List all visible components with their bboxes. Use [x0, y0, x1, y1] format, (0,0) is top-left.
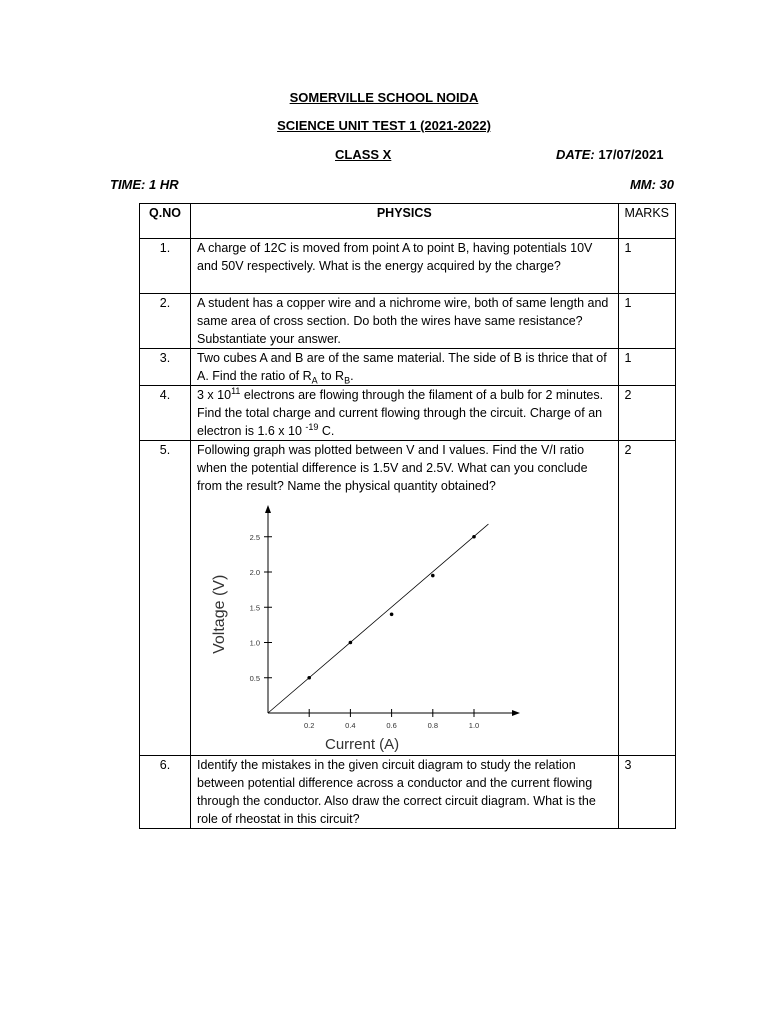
text-part: . — [350, 369, 354, 383]
question-text — [191, 349, 619, 386]
y-tick-label: 0.5 — [249, 673, 260, 683]
question-text: Identify the mistakes in the given circuit diagram to study the relation between potential difference across a conductor and the current flowing through the conductor. Also draw the correct circuit diagram. What is the role of rheostat in this circuit? — [191, 756, 619, 829]
question-number: 1. — [140, 239, 191, 294]
superscript: 11 — [231, 385, 241, 396]
fit-line — [268, 524, 488, 713]
data-point — [431, 574, 435, 578]
subscript: A — [311, 375, 318, 386]
table-row — [140, 756, 676, 829]
x-tick-label: 0.8 — [427, 721, 439, 730]
question-number: 3. — [140, 349, 191, 386]
x-tick-label: 0.2 — [303, 721, 315, 730]
x-axis-label: Current (A) — [325, 736, 400, 753]
question-marks: 3 — [618, 756, 675, 829]
table-row — [140, 239, 676, 294]
text-part: Two cubes A and B are of the same material. The side of B is thrice that of A. Find the ratio of R — [197, 351, 607, 383]
question-number: 2. — [140, 294, 191, 349]
question-text — [191, 386, 619, 441]
header-qno: Q.NO — [140, 204, 191, 239]
question-marks: 1 — [618, 294, 675, 349]
school-name: SOMERVILLE SCHOOL NOIDA — [289, 90, 479, 105]
y-axis-arrow — [265, 505, 271, 513]
header-marks: MARKS — [618, 204, 675, 239]
voltage-current-graph — [197, 503, 527, 753]
table-row — [140, 294, 676, 349]
header-physics: PHYSICS — [191, 204, 619, 239]
x-tick-label: 0.6 — [386, 721, 397, 730]
date-block — [556, 147, 663, 162]
question-table — [139, 203, 676, 829]
data-point — [472, 535, 476, 539]
table-row — [140, 349, 676, 386]
superscript: -19 — [305, 421, 319, 432]
table-row — [140, 441, 676, 756]
y-tick-label: 2.0 — [249, 568, 260, 577]
question-number: 6. — [140, 756, 191, 829]
y-axis-label: Voltage (V) — [211, 574, 228, 654]
question-text: A charge of 12C is moved from point A to point B, having potentials 10V and 50V respectively. What is the energy acquired by the charge? — [191, 239, 619, 294]
question-marks: 2 — [618, 441, 675, 756]
x-axis-arrow — [512, 710, 520, 716]
text-part: 3 x 10 — [197, 388, 232, 402]
x-tick-label: 0.4 — [345, 721, 356, 730]
question-text: A student has a copper wire and a nichrome wire, both of same length and same area of cross section. Do both the wires have same resistance? Substantiate your answer. — [191, 294, 619, 349]
text-part: to R — [317, 369, 345, 383]
data-point — [349, 641, 353, 645]
date-value: 17/07/2021 — [598, 147, 664, 162]
question-text — [191, 441, 619, 756]
data-point — [390, 613, 394, 617]
table-row — [140, 386, 676, 441]
question-number: 4. — [140, 386, 191, 441]
question-marks: 1 — [618, 239, 675, 294]
max-marks: MM: 30 — [629, 177, 674, 192]
class-label: CLASS X — [335, 147, 392, 162]
question-marks: 1 — [618, 349, 675, 386]
question-marks: 2 — [618, 386, 675, 441]
subscript: B — [344, 375, 351, 386]
table-header-row — [140, 204, 676, 239]
time-label: TIME: 1 HR — [110, 177, 179, 192]
y-tick-label: 2.5 — [249, 532, 260, 542]
y-tick-label: 1.0 — [249, 638, 260, 648]
text-part: C. — [318, 424, 335, 438]
data-point — [307, 676, 311, 680]
y-tick-label: 1.5 — [249, 603, 260, 613]
date-label: DATE: — [556, 147, 595, 162]
question-5-text: Following graph was plotted between V and I values. Find the V/I ratio when the potential difference is 1.5V and 2.5V. What can you conclude from the result? Name the physical quantity obtained? — [197, 443, 588, 493]
text-part: electrons are flowing through the filament of a bulb for 2 minutes. Find the total charge and current flowing through the circuit. Charge of an electron is 1.6 x 10 — [197, 388, 604, 438]
x-tick-label: 1.0 — [468, 721, 480, 730]
question-number: 5. — [140, 441, 191, 756]
test-title: SCIENCE UNIT TEST 1 (2021-2022) — [277, 118, 491, 133]
